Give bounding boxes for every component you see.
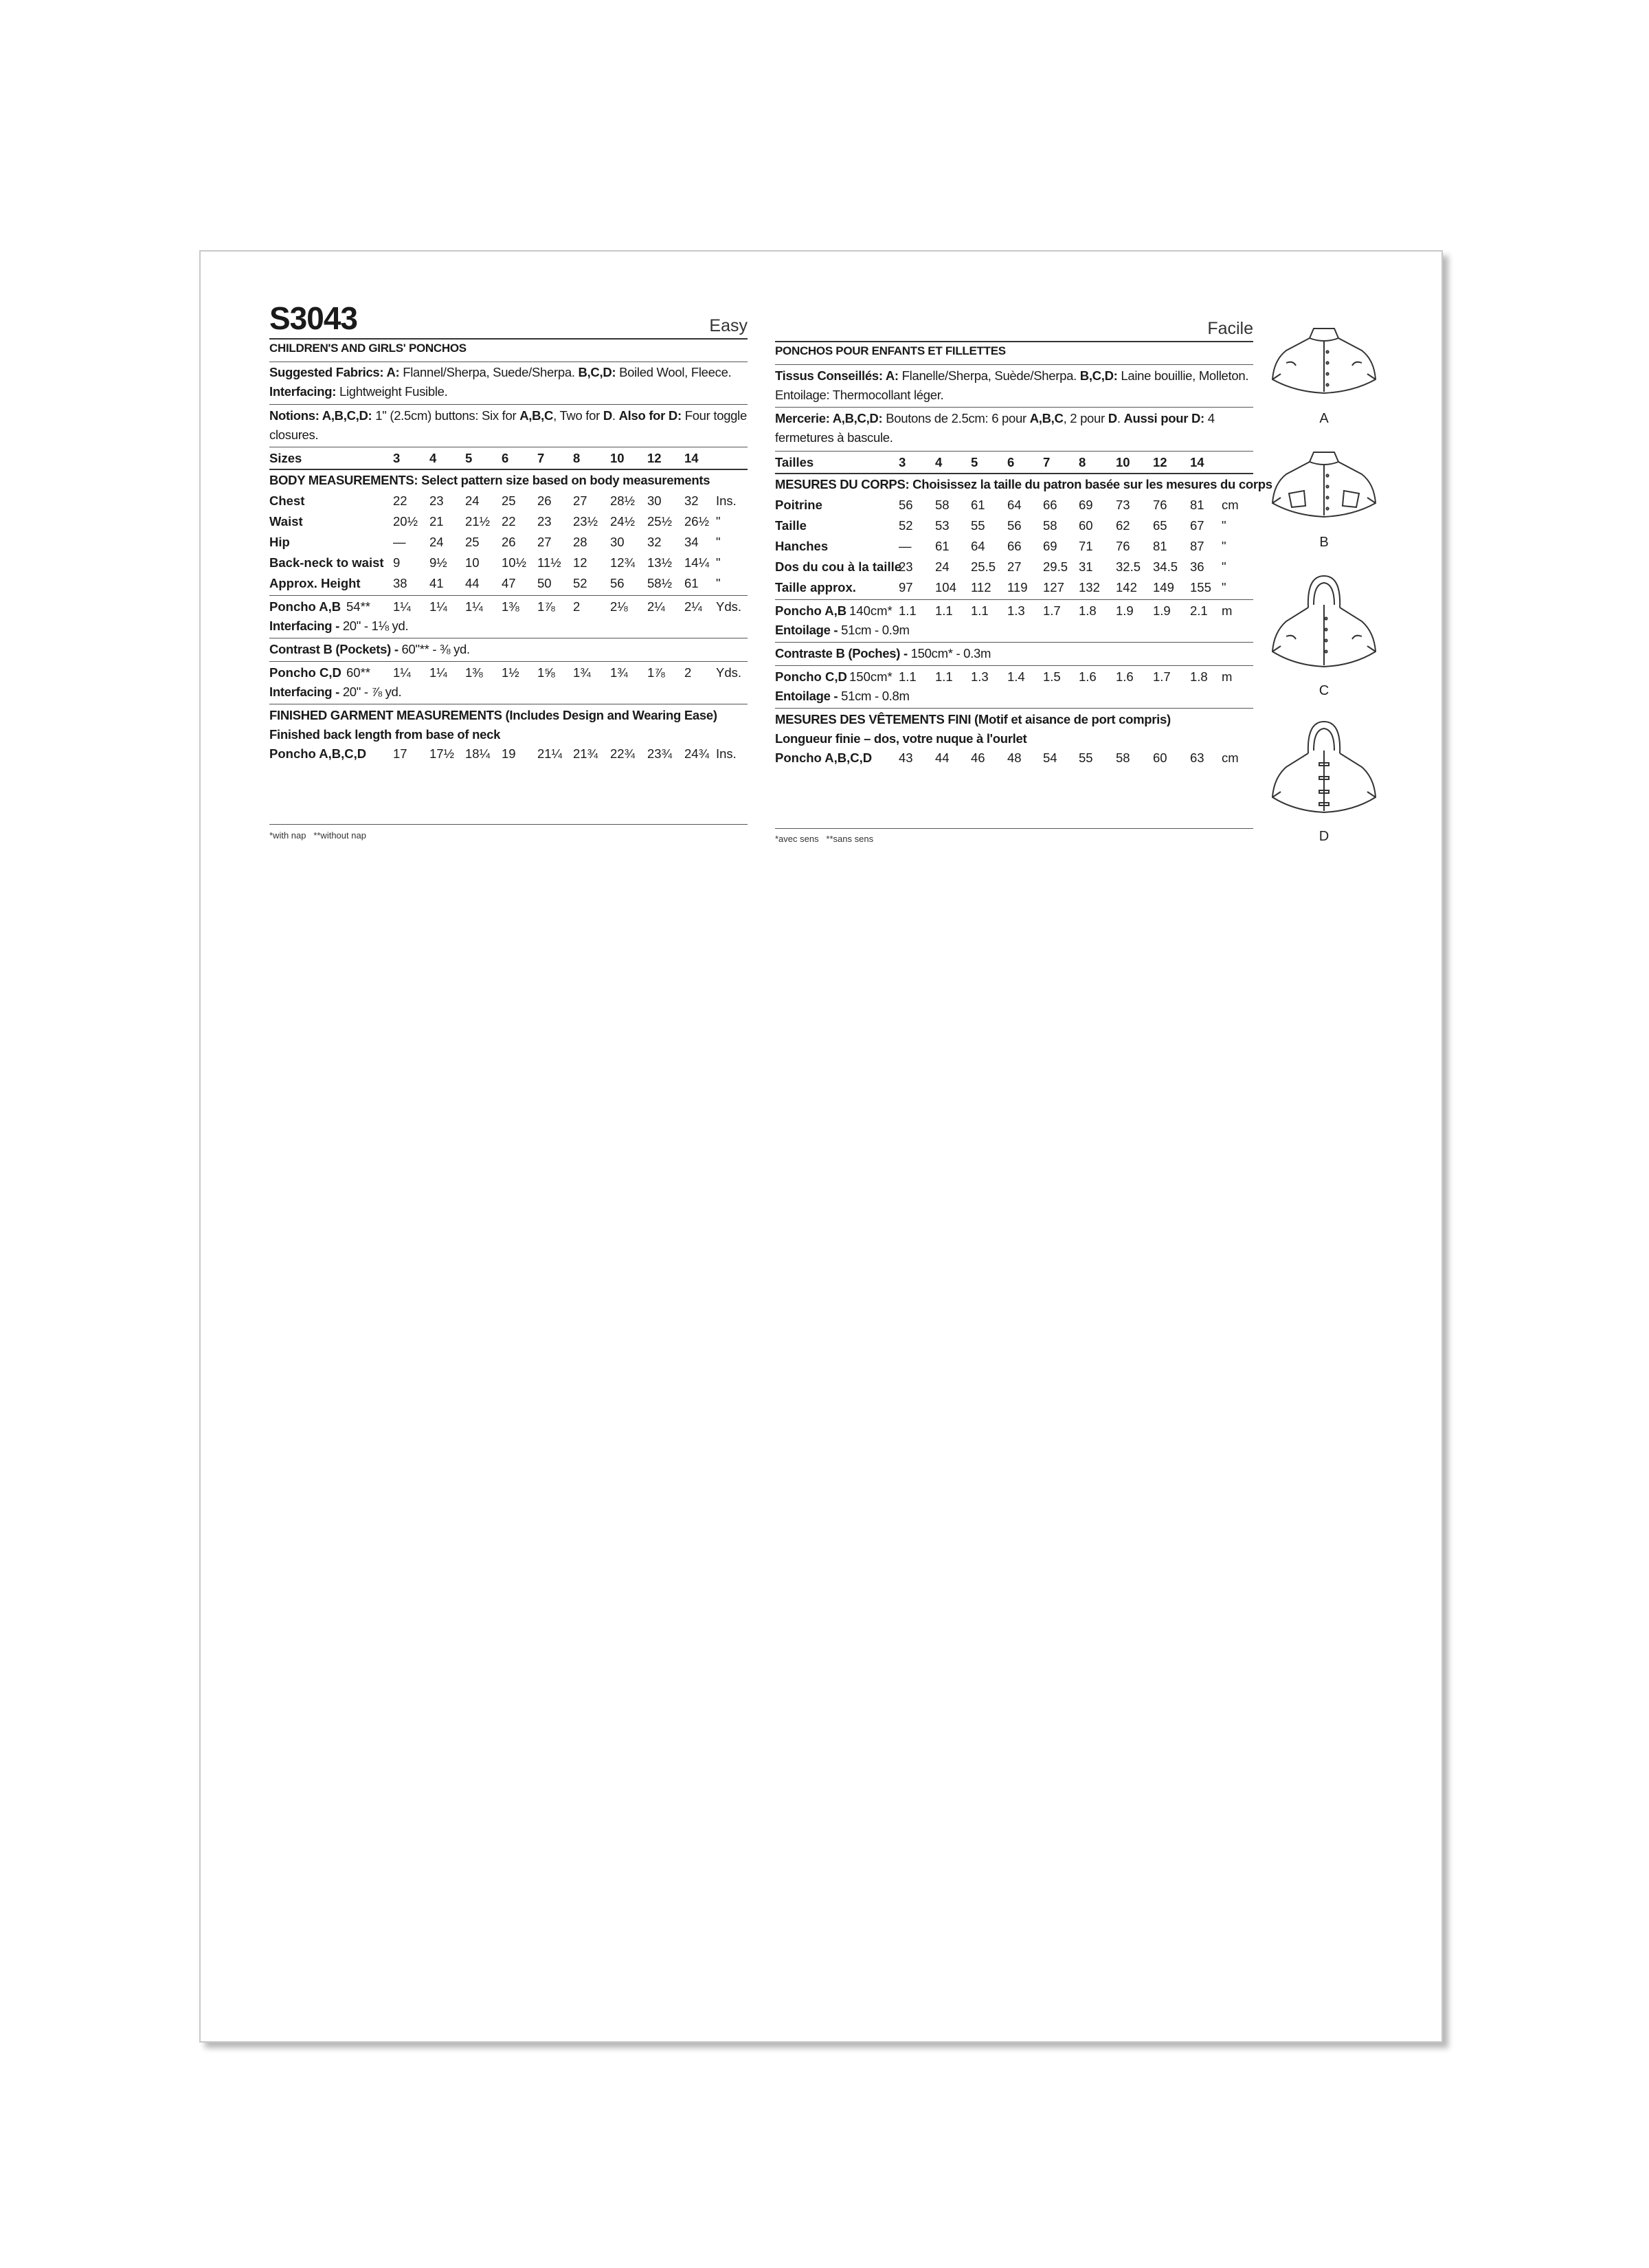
yardage-value: 21¾: [573, 746, 598, 761]
divider: [775, 828, 1253, 829]
measurement-row: [775, 580, 1253, 597]
view-label: A: [1319, 411, 1329, 426]
yardage-value: 17½: [429, 746, 455, 761]
measurement-value: 25½: [647, 514, 673, 529]
measurement-value: 76: [1153, 498, 1167, 512]
measurement-value: 23½: [573, 514, 598, 529]
measurement-value: 34.5: [1153, 559, 1178, 574]
measurement-row: [775, 518, 1253, 535]
measurement-value: —: [899, 539, 912, 553]
poncho-collar-icon: [1266, 320, 1382, 410]
yardage-value: 1⅞: [537, 599, 555, 614]
finished-length-row: [269, 746, 748, 763]
view-a: [1266, 320, 1382, 426]
measurement-value: 61: [684, 576, 699, 590]
yardage-value: 1.8: [1190, 669, 1208, 684]
yardage-value: 1¼: [393, 665, 411, 680]
yardage-value: 58: [1116, 751, 1130, 765]
measurement-row: [269, 555, 748, 572]
measurement-value: 62: [1116, 518, 1130, 533]
measurement-label: Waist: [269, 514, 303, 529]
measurement-value: 41: [429, 576, 444, 590]
yardage-value: 1⅜: [502, 599, 519, 614]
measurement-value: 64: [1007, 498, 1022, 512]
yardage-value: 2: [684, 665, 692, 680]
pattern-title: CHILDREN'S AND GIRLS' PONCHOS: [269, 342, 467, 355]
interfacing-ab: Interfacing - 20" - 1⅛ yd.: [269, 619, 409, 633]
yardage-value: 44: [935, 751, 950, 765]
measurement-row: [775, 559, 1253, 576]
measurement-label: Hanches: [775, 539, 829, 553]
yardage-value: 24¾: [684, 746, 710, 761]
measurement-value: 24: [465, 493, 480, 508]
measurement-value: 56: [610, 576, 625, 590]
interfacing-note: Entoilage: Thermocollant léger.: [775, 388, 944, 402]
yardage-value: 1.1: [935, 603, 953, 618]
yardage-label: Poncho C,D: [775, 669, 847, 684]
measurement-unit: ": [716, 576, 721, 590]
yardage-label: Poncho A,B,C,D: [269, 746, 367, 761]
divider: [775, 364, 1253, 365]
measurement-value: 10½: [502, 555, 527, 570]
sizes-row: [775, 455, 1253, 471]
yardage-value: 17: [393, 746, 407, 761]
notions-continued: fermetures à bascule.: [775, 430, 893, 445]
view-d: [1266, 719, 1382, 844]
notions-continued: closures.: [269, 427, 319, 442]
size-value: 5: [465, 451, 473, 465]
difficulty-level: Facile: [1207, 319, 1253, 338]
measurement-value: 61: [935, 539, 950, 553]
yardage-value: 2.1: [1190, 603, 1208, 618]
body-measurements-heading: BODY MEASUREMENTS: Select pattern size based on body measurements: [269, 473, 710, 487]
yardage-value: 19: [502, 746, 516, 761]
measurement-value: 60: [1079, 518, 1093, 533]
measurement-value: 71: [1079, 539, 1093, 553]
divider: [775, 451, 1253, 452]
yardage-value: 1¼: [465, 599, 483, 614]
measurement-value: 104: [935, 580, 956, 594]
yardage-value: 1¼: [429, 665, 447, 680]
measurement-value: 58½: [647, 576, 673, 590]
measurement-value: 28: [573, 535, 587, 549]
divider: [775, 407, 1253, 408]
measurement-value: 30: [610, 535, 625, 549]
measurement-value: 26: [537, 493, 552, 508]
yardage-value: 54: [1043, 751, 1057, 765]
measurement-label: Poitrine: [775, 498, 822, 512]
measurement-value: 66: [1007, 539, 1022, 553]
measurement-value: 53: [935, 518, 950, 533]
measurement-row: [775, 498, 1253, 514]
poncho-cd-yardage-row: [775, 669, 1253, 686]
measurement-value: 13½: [647, 555, 673, 570]
measurement-value: —: [393, 535, 406, 549]
measurement-value: 27: [1007, 559, 1022, 574]
size-value: 6: [1007, 455, 1015, 469]
finished-measurements-heading: MESURES DES VÊTEMENTS FINI (Motif et aisance de port compris): [775, 712, 1171, 726]
measurement-value: 25: [502, 493, 516, 508]
yardage-value: 1.8: [1079, 603, 1097, 618]
measurement-value: 25: [465, 535, 480, 549]
measurement-value: 14¼: [684, 555, 710, 570]
sizes-row: [269, 451, 748, 467]
finished-length-subheading: Finished back length from base of neck: [269, 727, 501, 742]
yardage-value: 43: [899, 751, 913, 765]
measurement-value: 34: [684, 535, 699, 549]
poncho-ab-yardage-row: [775, 603, 1253, 620]
yardage-value: 21¼: [537, 746, 563, 761]
measurement-value: 47: [502, 576, 516, 590]
size-value: 12: [647, 451, 662, 465]
measurement-value: 149: [1153, 580, 1174, 594]
divider: [269, 661, 748, 662]
interfacing-note: Interfacing: Lightweight Fusible.: [269, 384, 448, 399]
measurement-value: 12: [573, 555, 587, 570]
size-value: 5: [971, 455, 978, 469]
yardage-value: 1.1: [935, 669, 953, 684]
sizes-label: Tailles: [775, 455, 814, 469]
yardage-value: 18¼: [465, 746, 491, 761]
yardage-value: 2: [573, 599, 581, 614]
yardage-value: 1.5: [1043, 669, 1061, 684]
size-value: 3: [899, 455, 906, 469]
measurement-value: 81: [1190, 498, 1204, 512]
size-value: 4: [935, 455, 943, 469]
divider: [269, 469, 748, 470]
measurement-value: 32: [684, 493, 699, 508]
measurement-unit: ": [1222, 580, 1226, 594]
divider: [269, 404, 748, 405]
yardage-label: Poncho A,B: [269, 599, 341, 614]
yardage-unit: cm: [1222, 751, 1239, 765]
measurement-value: 155: [1190, 580, 1211, 594]
yardage-value: 46: [971, 751, 985, 765]
yardage-value: 2⅛: [610, 599, 628, 614]
measurement-value: 30: [647, 493, 662, 508]
pattern-envelope-back: [199, 250, 1443, 2043]
footnote: *with nap **without nap: [269, 830, 366, 841]
measurement-value: 23: [429, 493, 444, 508]
divider: [269, 824, 748, 825]
measurement-value: 24: [935, 559, 950, 574]
measurement-value: 12¾: [610, 555, 636, 570]
measurement-value: 22: [393, 493, 407, 508]
yardage-value: 1.1: [971, 603, 989, 618]
measurement-value: 52: [899, 518, 913, 533]
contrast-b: Contraste B (Poches) - 150cm* - 0.3m: [775, 646, 991, 660]
yardage-unit: m: [1222, 669, 1233, 684]
measurement-unit: ": [1222, 559, 1226, 574]
measurement-value: 21: [429, 514, 444, 529]
size-value: 10: [610, 451, 625, 465]
yardage-value: 1.3: [1007, 603, 1025, 618]
yardage-label: Poncho A,B: [775, 603, 847, 618]
measurement-row: [269, 576, 748, 592]
measurement-value: 28½: [610, 493, 636, 508]
yardage-unit: Yds.: [716, 665, 742, 680]
yardage-value: 1.3: [971, 669, 989, 684]
measurement-value: 24½: [610, 514, 636, 529]
measurement-value: 69: [1079, 498, 1093, 512]
view-b: [1266, 444, 1382, 550]
yardage-value: 1½: [502, 665, 519, 680]
suggested-fabrics: Tissus Conseillés: A: Flanelle/Sherpa, Suède/Sherpa. B,C,D: Laine bouillie, Molleton.: [775, 368, 1249, 383]
view-c: [1266, 573, 1382, 698]
yardage-value: 1¾: [610, 665, 628, 680]
yardage-unit: Ins.: [716, 746, 737, 761]
yardage-value: 1⅝: [537, 665, 555, 680]
sizes-label: Sizes: [269, 451, 302, 465]
yardage-value: 1.9: [1153, 603, 1171, 618]
measurement-row: [269, 514, 748, 531]
measurement-value: 58: [935, 498, 950, 512]
measurement-value: 67: [1190, 518, 1204, 533]
size-value: 7: [1043, 455, 1051, 469]
measurement-value: 31: [1079, 559, 1093, 574]
measurement-value: 81: [1153, 539, 1167, 553]
measurement-value: 76: [1116, 539, 1130, 553]
yardage-value: 2¼: [684, 599, 702, 614]
yardage-value: 1.7: [1153, 669, 1171, 684]
measurement-value: 127: [1043, 580, 1064, 594]
measurement-value: 56: [1007, 518, 1022, 533]
size-value: 14: [684, 451, 699, 465]
yardage-value: 1.9: [1116, 603, 1134, 618]
notions: Mercerie: A,B,C,D: Boutons de 2.5cm: 6 pour A,B,C, 2 pour D. Aussi pour D: 4: [775, 411, 1215, 425]
interfacing-ab: Entoilage - 51cm - 0.9m: [775, 623, 910, 637]
interfacing-cd: Entoilage - 51cm - 0.8m: [775, 689, 910, 703]
measurement-value: 9: [393, 555, 401, 570]
yardage-value: 1⅜: [465, 665, 483, 680]
size-value: 4: [429, 451, 437, 465]
measurement-value: 32.5: [1116, 559, 1141, 574]
measurement-value: 55: [971, 518, 985, 533]
measurement-label: Approx. Height: [269, 576, 361, 590]
divider: [775, 642, 1253, 643]
poncho-ab-yardage-row: [269, 599, 748, 616]
yardage-value: 23¾: [647, 746, 673, 761]
divider: [775, 473, 1253, 474]
pattern-code: S3043: [269, 300, 358, 336]
size-value: 8: [573, 451, 581, 465]
finished-measurements-heading: FINISHED GARMENT MEASUREMENTS (Includes Design and Wearing Ease): [269, 708, 717, 722]
yardage-value: 48: [1007, 751, 1022, 765]
measurement-value: 26: [502, 535, 516, 549]
yardage-value: 1¼: [393, 599, 411, 614]
measurement-label: Dos du cou à la taille: [775, 559, 902, 574]
body-measurements-heading: MESURES DU CORPS: Choisissez la taille du patron basée sur les mesures du corps: [775, 477, 1272, 491]
measurement-value: 132: [1079, 580, 1100, 594]
measurement-value: 73: [1116, 498, 1130, 512]
measurement-value: 26½: [684, 514, 710, 529]
measurement-value: 21½: [465, 514, 491, 529]
yardage-value: 22¾: [610, 746, 636, 761]
finished-length-row: [775, 751, 1253, 767]
measurement-unit: cm: [1222, 498, 1239, 512]
measurement-value: 97: [899, 580, 913, 594]
measurement-value: 65: [1153, 518, 1167, 533]
difficulty-level: Easy: [709, 316, 748, 335]
poncho-hood-icon: [1266, 573, 1382, 683]
poncho-hood-icon: [1266, 719, 1382, 829]
size-value: 8: [1079, 455, 1086, 469]
measurement-value: 10: [465, 555, 480, 570]
measurement-label: Hip: [269, 535, 290, 549]
measurement-value: 11½: [537, 555, 561, 570]
measurement-unit: ": [1222, 518, 1226, 533]
fabric-width: 54**: [346, 599, 370, 614]
measurement-label: Taille: [775, 518, 807, 533]
yardage-value: 1¾: [573, 665, 591, 680]
measurement-unit: ": [716, 514, 721, 529]
divider: [775, 665, 1253, 666]
measurement-value: 23: [899, 559, 913, 574]
measurement-value: 50: [537, 576, 552, 590]
measurement-row: [269, 535, 748, 551]
contrast-b: Contrast B (Pockets) - 60"** - ⅜ yd.: [269, 642, 470, 656]
yardage-value: 2¼: [647, 599, 665, 614]
yardage-value: 1.4: [1007, 669, 1025, 684]
measurement-value: 36: [1190, 559, 1204, 574]
yardage-value: 1.6: [1116, 669, 1134, 684]
fabric-width: 150cm*: [849, 669, 893, 684]
yardage-value: 1.7: [1043, 603, 1061, 618]
measurement-value: 64: [971, 539, 985, 553]
measurement-value: 61: [971, 498, 985, 512]
measurement-value: 23: [537, 514, 552, 529]
yardage-value: 1⅞: [647, 665, 665, 680]
pattern-title: PONCHOS POUR ENFANTS ET FILLETTES: [775, 344, 1006, 357]
size-value: 12: [1153, 455, 1167, 469]
size-value: 14: [1190, 455, 1204, 469]
measurement-unit: ": [716, 535, 721, 549]
measurement-value: 119: [1007, 580, 1028, 594]
yardage-value: 55: [1079, 751, 1093, 765]
divider: [775, 599, 1253, 600]
measurement-unit: ": [1222, 539, 1226, 553]
measurement-value: 25.5: [971, 559, 996, 574]
divider: [269, 595, 748, 596]
yardage-value: 1.1: [899, 603, 917, 618]
measurement-value: 69: [1043, 539, 1057, 553]
yardage-value: 1.6: [1079, 669, 1097, 684]
measurement-value: 87: [1190, 539, 1204, 553]
divider: [775, 708, 1253, 709]
measurement-label: Taille approx.: [775, 580, 856, 594]
yardage-unit: Yds.: [716, 599, 742, 614]
poncho-collar-icon: [1266, 444, 1382, 533]
measurement-value: 9½: [429, 555, 447, 570]
measurement-value: 24: [429, 535, 444, 549]
divider: [269, 338, 748, 340]
yardage-value: 63: [1190, 751, 1204, 765]
size-value: 10: [1116, 455, 1130, 469]
footnote: *avec sens **sans sens: [775, 834, 874, 844]
measurement-value: 66: [1043, 498, 1057, 512]
view-label: D: [1319, 829, 1330, 844]
measurement-value: 52: [573, 576, 587, 590]
measurement-label: Back-neck to waist: [269, 555, 384, 570]
yardage-label: Poncho A,B,C,D: [775, 751, 873, 765]
size-value: 6: [502, 451, 509, 465]
view-label: B: [1319, 535, 1329, 550]
fabric-width: 140cm*: [849, 603, 893, 618]
measurement-value: 27: [537, 535, 552, 549]
view-label: C: [1319, 683, 1330, 698]
suggested-fabrics: Suggested Fabrics: A: Flannel/Sherpa, Suede/Sherpa. B,C,D: Boiled Wool, Fleece.: [269, 365, 732, 379]
measurement-value: 142: [1116, 580, 1137, 594]
measurement-unit: ": [716, 555, 721, 570]
measurement-value: 58: [1043, 518, 1057, 533]
measurement-value: 32: [647, 535, 662, 549]
measurement-value: 44: [465, 576, 480, 590]
size-value: 3: [393, 451, 401, 465]
measurement-value: 112: [971, 580, 991, 594]
yardage-unit: m: [1222, 603, 1233, 618]
yardage-value: 1.1: [899, 669, 917, 684]
measurement-row: [775, 539, 1253, 555]
poncho-cd-yardage-row: [269, 665, 748, 682]
measurement-row: [269, 493, 748, 510]
yardage-label: Poncho C,D: [269, 665, 341, 680]
divider: [775, 341, 1253, 342]
finished-length-subheading: Longueur finie – dos, votre nuque à l'ourlet: [775, 731, 1027, 746]
measurement-label: Chest: [269, 493, 305, 508]
measurement-unit: Ins.: [716, 493, 737, 508]
measurement-value: 29.5: [1043, 559, 1068, 574]
yardage-value: 1¼: [429, 599, 447, 614]
yardage-value: 60: [1153, 751, 1167, 765]
fabric-width: 60**: [346, 665, 370, 680]
size-value: 7: [537, 451, 545, 465]
interfacing-cd: Interfacing - 20" - ⅞ yd.: [269, 685, 402, 699]
measurement-value: 20½: [393, 514, 418, 529]
measurement-value: 38: [393, 576, 407, 590]
measurement-value: 22: [502, 514, 516, 529]
measurement-value: 27: [573, 493, 587, 508]
measurement-value: 56: [899, 498, 913, 512]
notions: Notions: A,B,C,D: 1" (2.5cm) buttons: Six for A,B,C, Two for D. Also for D: Four toggle: [269, 408, 747, 423]
